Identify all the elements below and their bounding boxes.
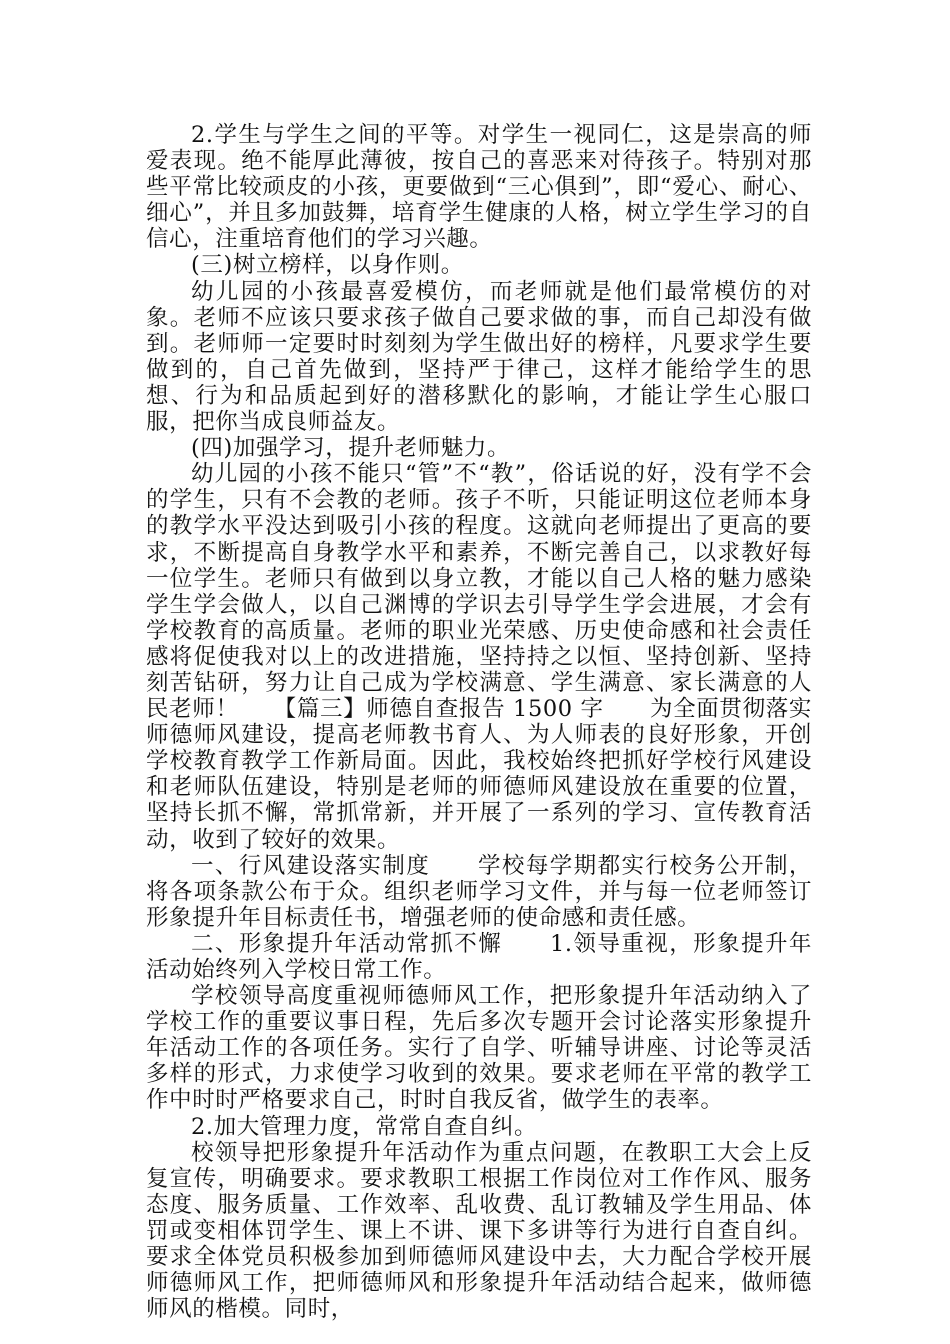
paragraph-self-inspection: 校领导把形象提升年活动作为重点问题，在教职工大会上反复宣传，明确要求。要求教职工根据工作岗位对工作作风、服务态度、服务质量、工作效率、乱收费、乱订教辅及学生用品、体罚或变相体罚学生、课上不讲、课下多讲等行为进行自查自纠。要求全体党员积极参加到师德师风建设中去，大力配合学校开展师德师风工作，把师德师风和形象提升年活动结合起来，做师德师风的楷模。同时， — [146, 1139, 812, 1323]
heading-management: 2.加大管理力度，常常自查自纠。 — [191, 1113, 538, 1140]
paragraph-equality: 2.学生与学生之间的平等。对学生一视同仁，这是崇高的师爱表现。绝不能厚此薄彼，按自己的喜恶来对待孩子。特别对那些平常比较顽皮的小孩，更要做到“三心俱到”，即“爱心、耐心、细心”，并且多加鼓舞，培育学生健康的人格，树立学生学习的自信心，注重培育他们的学习兴趣。 — [146, 122, 812, 253]
paragraph-role-model: 幼儿园的小孩最喜爱模仿，而老师就是他们最常模仿的对象。老师不应该只要求孩子做自己要求做的事，而自己却没有做到。老师师一定要时时刻刻为学生做出好的榜样，凡要求学生要做到的，自己首先做到，坚持严于律己，这样才能给学生的思想、行为和品质起到好的潜移默化的影响，才能让学生心服口服，把你当成良师益友。 — [146, 278, 812, 436]
paragraph-image-activity: 二、形象提升年活动常抓不懈 1.领导重视，形象提升年活动始终列入学校日常工作。 — [146, 930, 812, 983]
paragraph-leadership: 学校领导高度重视师德师风工作，把形象提升年活动纳入了学校工作的重要议事日程，先后多次专题开会讨论落实形象提升年活动工作的各项任务。实行了自学、听辅导讲座、讨论等灵活多样的形式，力求使学习收到的效果。要求老师在平常的教学工作中时时严格要求自己，时时自我反省，做学生的表率。 — [146, 983, 812, 1114]
paragraph-teacher-charm: 幼儿园的小孩不能只“管”不“教”，俗话说的好，没有学不会的学生，只有不会教的老师。孩子不听，只能证明这位老师本身的教学水平没达到吸引小孩的程度。这就向老师提出了更高的要求，不断提高自身教学水平和素养，不断完善自己，以求教好每一位学生。老师只有做到以身立教，才能以自己人格的魅力感染学生学会做人，以自己渊博的学识去引导学生学会进展，才会有学校教育的高质量。老师的职业光荣感、历史使命感和社会责任感将促使我对以上的改进措施，坚持持之以恒、坚持创新、坚持刻苦钻研，努力让自己成为学校满意、学生满意、家长满意的人民老师！ 【篇三】师德自查报告 1500 字 为全面贯彻落实师德师风建设，提高老师教书育人、为人师表的良好形象，开创学校教育教学工作新局面。因此，我校始终把抓好学校行风建设和老师队伍建设，特别是老师的师德师风建设放在重要的位置，坚持长抓不懈，常抓常新，并开展了一系列的学习、宣传教育活动，收到了较好的效果。 — [146, 461, 812, 853]
heading-set-example: (三)树立榜样，以身作则。 — [191, 252, 464, 279]
document-body — [146, 122, 812, 1322]
paragraph-conduct-system: 一、行风建设落实制度 学校每学期都实行校务公开制，将各项条款公布于众。组织老师学习文件，并与每一位老师签订形象提升年目标责任书，增强老师的使命感和责任感。 — [146, 852, 812, 931]
heading-strengthen-learning: (四)加强学习，提升老师魅力。 — [191, 435, 511, 462]
